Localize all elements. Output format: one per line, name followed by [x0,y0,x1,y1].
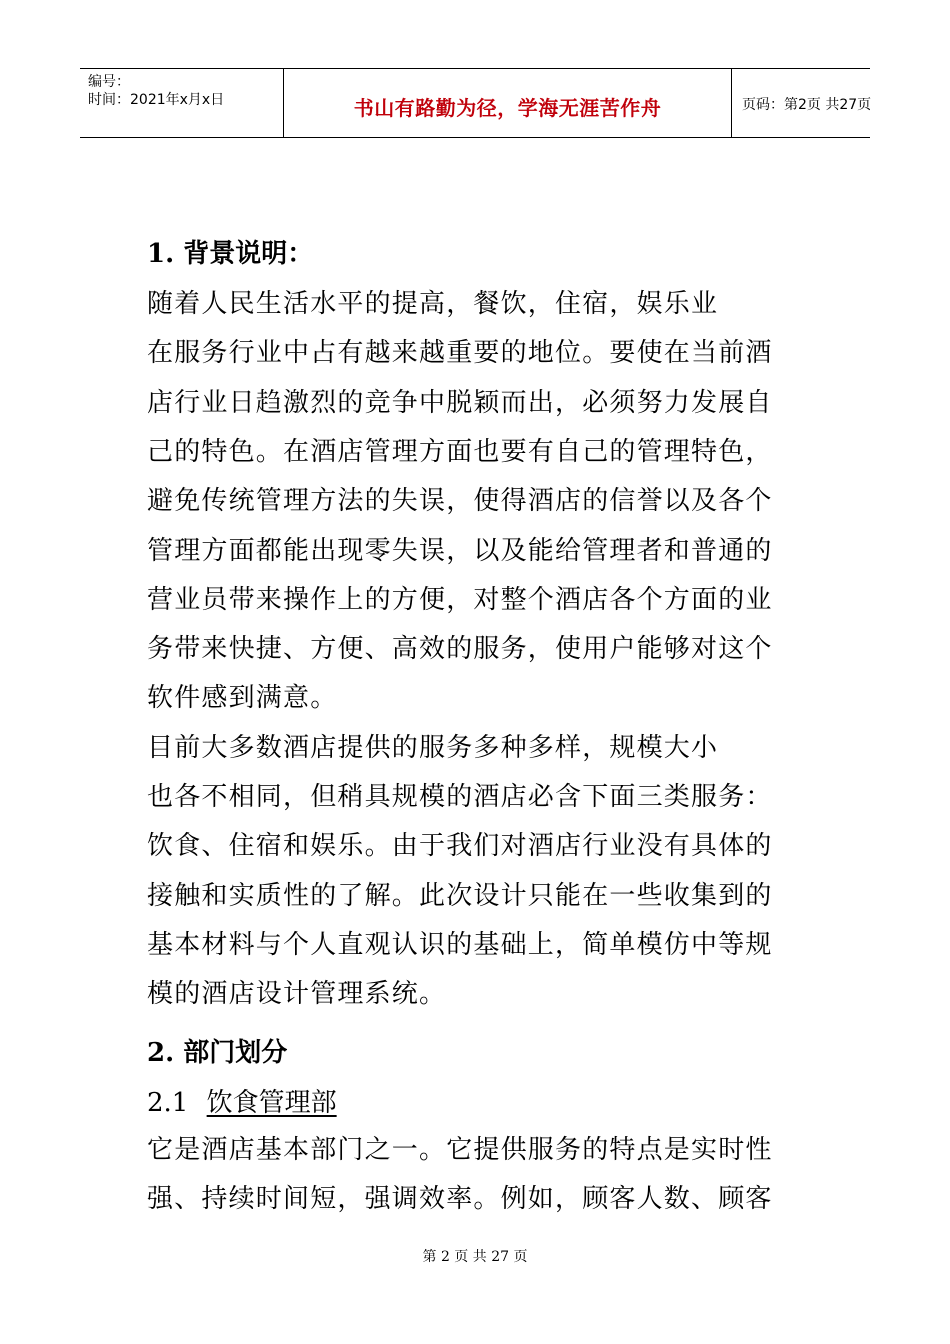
text-line: 管理方面都能出现零失误，以及能给管理者和普通的 [147,535,773,566]
header-motto-cell [283,69,732,137]
text-line: 随着人民生活水平的提高，餐饮，住宿，娱乐业 [147,289,719,319]
page-info: 页码：第2页 共27页 [742,97,872,113]
text-line: 目前大多数酒店提供的服务多种多样，规模大小 [147,732,719,763]
page-footer: 第 2 页 共 27 页 [422,1249,528,1265]
text-line: 避免传统管理方法的失误，使得酒店的信誉以及各个 [147,486,773,517]
text-line: 接触和实质性的了解。此次设计只能在一些收集到的 [147,880,773,911]
header-info-cell [80,69,283,137]
text-line: 务带来快捷、方便、高效的服务，使用户能够对这个 [147,634,773,665]
text-line: 饮食、住宿和娱乐。由于我们对酒店行业没有具体的 [147,831,773,862]
text-line: 它是酒店基本部门之一。它提供服务的特点是实时性 [147,1135,773,1165]
motto: 书山有路勤为径，学海无涯苦作舟 [353,96,662,120]
text-line: 店行业日趋激烈的竞争中脱颖而出，必须努力发展自 [147,387,773,418]
text-line: 软件感到满意。 [147,683,338,714]
section1-heading: 1. 背景说明： [147,239,314,269]
date-label: 时间：2021年x月x日 [88,92,225,108]
number-label: 编号： [88,74,130,90]
text-line: 基本材料与个人直观认识的基础上，简单模仿中等规 [147,929,773,960]
header-page-cell [732,69,870,137]
text-line: 营业员带来操作上的方便，对整个酒店各个方面的业 [147,584,773,615]
text-line: 也各不相同，但稍具规模的酒店必含下面三类服务： [147,782,773,812]
section2-heading: 2. 部门划分 [147,1038,288,1068]
subsection-number: 2.1 [147,1088,189,1118]
page-header [80,68,870,138]
text-line: 在服务行业中占有越来越重要的地位。要使在当前酒 [147,338,773,369]
text-line: 强、持续时间短，强调效率。例如，顾客人数、顾客 [147,1184,773,1214]
text-line: 模的酒店设计管理系统。 [147,979,447,1010]
subsection-title [147,1086,337,1120]
text-line: 己的特色。在酒店管理方面也要有自己的管理特色， [147,436,773,467]
subsection-name: 饮食管理部 [206,1088,337,1118]
